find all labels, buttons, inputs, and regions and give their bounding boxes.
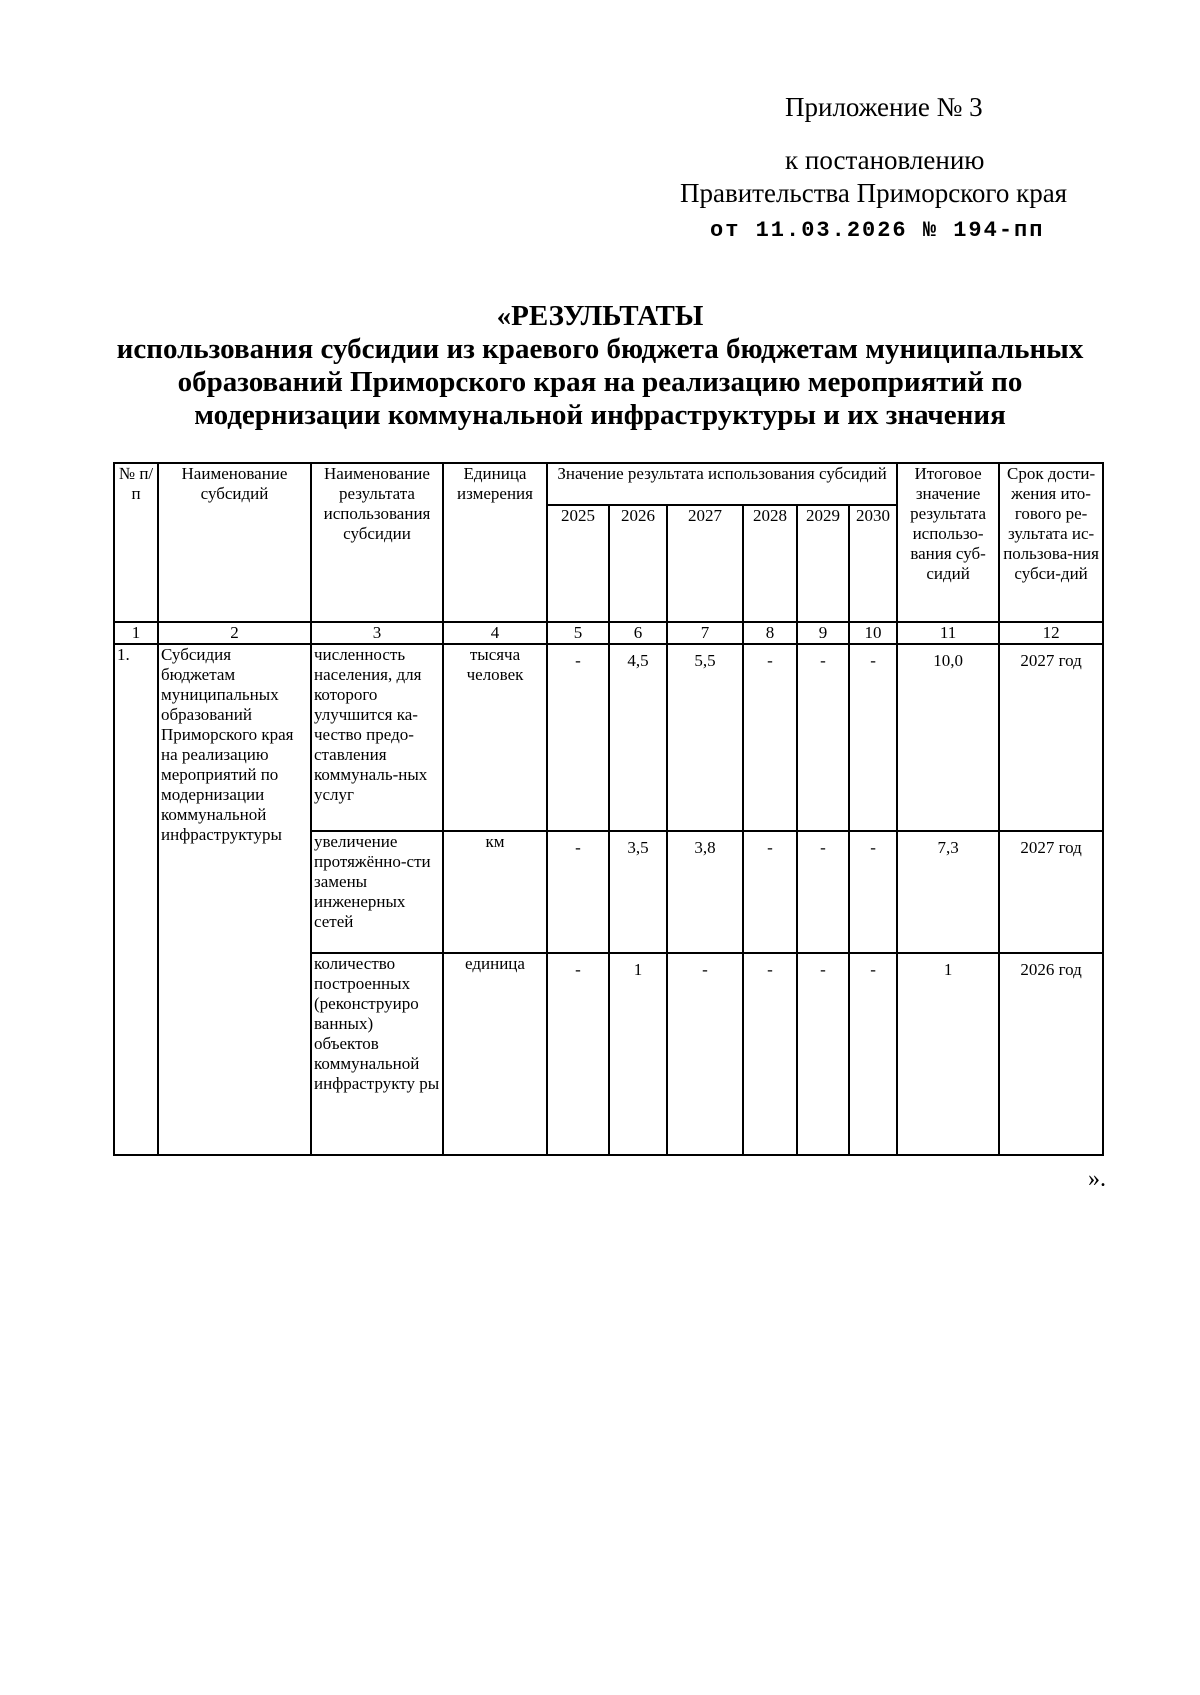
result-name-cell: численность населения, для которого улучшится ка-чество предо-ставления коммуналь-ных услуг bbox=[311, 644, 443, 831]
unit-cell: тысяча человек bbox=[443, 644, 547, 831]
value-cell: - bbox=[743, 831, 797, 953]
value-cell: 3,8 bbox=[667, 831, 743, 953]
table-row bbox=[114, 644, 1103, 831]
title-line-2: использования субсидии из краевого бюджета бюджетам муниципальных bbox=[116, 333, 1084, 365]
value-cell: - bbox=[743, 644, 797, 831]
annex-government: Правительства Приморского края bbox=[680, 178, 1068, 208]
title-line-1: «РЕЗУЛЬТАТЫ bbox=[496, 300, 704, 332]
title-line-4: модернизации коммунальной инфраструктуры и их значения bbox=[194, 399, 1006, 431]
annex-date-number: от 11.03.2026 № 194-пп bbox=[710, 218, 1045, 243]
column-number: 2 bbox=[158, 622, 311, 644]
result-name-cell: количество построенных (реконструиро ванных) объектов коммунальной инфраструкту ры bbox=[311, 953, 443, 1155]
deadline-cell: 2027 год bbox=[999, 644, 1103, 831]
value-cell: - bbox=[849, 644, 897, 831]
value-cell: - bbox=[547, 953, 609, 1155]
title-line-3: образований Приморского края на реализацию мероприятий по bbox=[177, 366, 1023, 398]
column-number: 7 bbox=[667, 622, 743, 644]
column-number: 8 bbox=[743, 622, 797, 644]
unit-cell: км bbox=[443, 831, 547, 953]
header-year: 2028 bbox=[743, 505, 797, 622]
header-year: 2025 bbox=[547, 505, 609, 622]
header-result-name: Наименование результата использования субсидии bbox=[311, 463, 443, 622]
annex-title: Приложение № 3 bbox=[785, 92, 983, 122]
total-cell: 1 bbox=[897, 953, 999, 1155]
header-total: Итоговое значение результата использо-вания суб-сидий bbox=[897, 463, 999, 622]
value-cell: - bbox=[849, 831, 897, 953]
header-year: 2026 bbox=[609, 505, 667, 622]
header-year: 2029 bbox=[797, 505, 849, 622]
header-no: № п/п bbox=[114, 463, 158, 622]
header-subsidy-name: Наименование субсидий bbox=[158, 463, 311, 622]
value-cell: - bbox=[547, 831, 609, 953]
column-number: 4 bbox=[443, 622, 547, 644]
header-row-1 bbox=[114, 463, 1103, 505]
deadline-cell: 2027 год bbox=[999, 831, 1103, 953]
header-year: 2027 bbox=[667, 505, 743, 622]
value-cell: 3,5 bbox=[609, 831, 667, 953]
deadline-cell: 2026 год bbox=[999, 953, 1103, 1155]
column-number: 9 bbox=[797, 622, 849, 644]
column-number: 6 bbox=[609, 622, 667, 644]
annex-to-label: к постановлению bbox=[785, 145, 985, 175]
column-number: 12 bbox=[999, 622, 1103, 644]
unit-cell: единица bbox=[443, 953, 547, 1155]
column-numbers-row bbox=[114, 622, 1103, 644]
value-cell: - bbox=[547, 644, 609, 831]
value-cell: - bbox=[797, 831, 849, 953]
column-number: 11 bbox=[897, 622, 999, 644]
column-number: 1 bbox=[114, 622, 158, 644]
header-deadline: Срок дости-жения ито-гового ре-зультата ис-пользова-ния субси-дий bbox=[999, 463, 1103, 622]
column-number: 10 bbox=[849, 622, 897, 644]
value-cell: 5,5 bbox=[667, 644, 743, 831]
value-cell: 1 bbox=[609, 953, 667, 1155]
result-name-cell: увеличение протяжённо-сти замены инженерных сетей bbox=[311, 831, 443, 953]
subsidy-name-cell: Субсидия бюджетам муниципальных образований Приморского края на реализацию мероприятий по модернизации коммунальной инфраструктуры bbox=[158, 644, 311, 1155]
header-unit: Единица измерения bbox=[443, 463, 547, 622]
row-number: 1. bbox=[114, 644, 158, 1155]
total-cell: 7,3 bbox=[897, 831, 999, 953]
results-table bbox=[113, 462, 1104, 1156]
value-cell: - bbox=[743, 953, 797, 1155]
value-cell: - bbox=[667, 953, 743, 1155]
column-number: 5 bbox=[547, 622, 609, 644]
value-cell: - bbox=[849, 953, 897, 1155]
header-values-group: Значение результата использования субсидий bbox=[547, 463, 897, 505]
value-cell: - bbox=[797, 953, 849, 1155]
value-cell: 4,5 bbox=[609, 644, 667, 831]
closing-quote: ». bbox=[1088, 1166, 1106, 1192]
total-cell: 10,0 bbox=[897, 644, 999, 831]
document-title bbox=[100, 300, 1100, 432]
header-year: 2030 bbox=[849, 505, 897, 622]
column-number: 3 bbox=[311, 622, 443, 644]
value-cell: - bbox=[797, 644, 849, 831]
